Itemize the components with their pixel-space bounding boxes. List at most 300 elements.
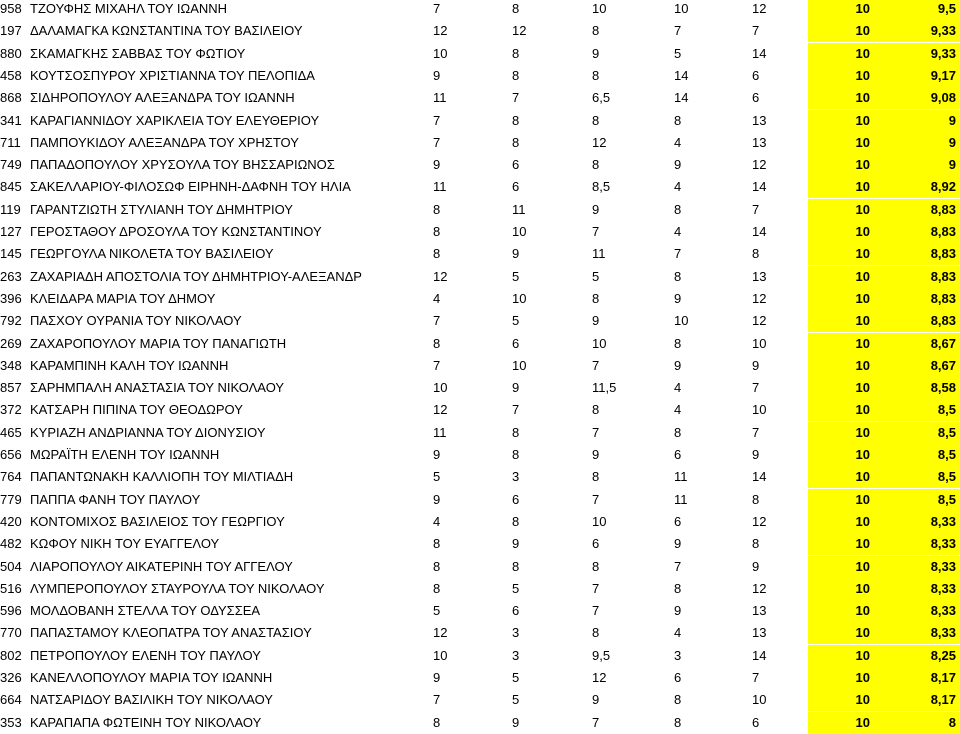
cell-name: ΚΛΕΙΔΑΡΑ ΜΑΡΙΑ ΤΟΥ ΔΗΜΟΥ [30, 290, 216, 306]
cell-v7: 8,83 [878, 221, 960, 243]
cell-v2: 6 [512, 603, 520, 619]
cell-v7: 8,83 [878, 243, 960, 265]
cell-v2: 10 [512, 290, 527, 306]
cell-id: 482 [0, 536, 22, 552]
cell-name: ΜΟΛΔΟΒΑΝΗ ΣΤΕΛΛΑ ΤΟΥ ΟΔΥΣΣΕΑ [30, 603, 261, 619]
cell-v4: 4 [674, 402, 682, 418]
cell-v6: 10 [808, 20, 878, 42]
cell-v7: 9,33 [878, 43, 960, 65]
cell-v4: 4 [674, 179, 682, 195]
cell-v6: 10 [808, 712, 878, 734]
cell-v6: 10 [808, 310, 878, 332]
cell-id: 779 [0, 491, 22, 507]
table-row [0, 154, 960, 176]
table-row [0, 65, 960, 87]
cell-v4: 14 [674, 67, 689, 83]
cell-v1: 7 [433, 112, 441, 128]
cell-v1: 8 [433, 580, 441, 596]
cell-v5: 8 [752, 246, 760, 262]
cell-v2: 11 [512, 201, 526, 217]
cell-name: ΠΑΠΑΣΤΑΜΟΥ ΚΛΕΟΠΑΤΡΑ ΤΟΥ ΑΝΑΣΤΑΣΙΟΥ [30, 625, 312, 641]
cell-v5: 13 [752, 268, 767, 284]
cell-v4: 7 [674, 246, 682, 262]
cell-v2: 8 [512, 558, 520, 574]
cell-v4: 8 [674, 692, 682, 708]
cell-v3: 8 [592, 290, 600, 306]
cell-v3: 9 [592, 45, 600, 61]
cell-v5: 12 [752, 290, 767, 306]
cell-v6: 10 [808, 243, 878, 265]
cell-v3: 10 [592, 1, 607, 16]
cell-v7: 8,67 [878, 333, 960, 355]
table-row [0, 600, 960, 622]
cell-v7: 9 [878, 110, 960, 132]
cell-v5: 13 [752, 603, 767, 619]
table-row [0, 578, 960, 600]
cell-id: 127 [0, 224, 22, 239]
cell-v2: 3 [512, 625, 520, 641]
cell-name: ΣΑΚΕΛΛΑΡΙΟΥ-ΦΙΛΟΣΩΦ ΕΙΡΗΝΗ-ΔΑΦΝΗ ΤΟΥ ΗΛΙΑ [30, 179, 351, 195]
cell-v6: 10 [808, 399, 878, 421]
table-row [0, 622, 960, 644]
cell-v6: 10 [808, 377, 878, 399]
table-row [0, 444, 960, 466]
cell-v4: 4 [674, 224, 682, 239]
cell-name: ΠΑΠΑΔΟΠΟΥΛΟΥ ΧΡΥΣΟΥΛΑ ΤΟΥ ΒΗΣΣΑΡΙΩΝΟΣ [30, 157, 335, 173]
cell-v5: 9 [752, 447, 760, 462]
cell-v6: 10 [808, 87, 878, 109]
cell-id: 348 [0, 357, 22, 373]
cell-v5: 13 [752, 625, 767, 641]
cell-v7: 8,17 [878, 689, 960, 711]
cell-v2: 3 [512, 647, 520, 663]
cell-v5: 12 [752, 513, 767, 529]
cell-v7: 8,33 [878, 578, 960, 600]
cell-id: 868 [0, 90, 22, 106]
cell-v1: 5 [433, 469, 441, 485]
cell-v1: 10 [433, 45, 448, 61]
cell-v2: 9 [512, 246, 520, 262]
cell-v3: 12 [592, 134, 607, 150]
cell-v1: 9 [433, 67, 441, 83]
cell-v7: 8,33 [878, 511, 960, 533]
cell-id: 711 [0, 134, 21, 150]
cell-v2: 8 [512, 112, 520, 128]
cell-v5: 6 [752, 90, 760, 106]
cell-v3: 10 [592, 335, 607, 351]
cell-v4: 9 [674, 290, 682, 306]
cell-name: ΚΑΡΑΠΑΠΑ ΦΩΤΕΙΝΗ ΤΟΥ ΝΙΚΟΛΑΟΥ [30, 714, 262, 730]
cell-v2: 8 [512, 67, 520, 83]
cell-id: 197 [0, 23, 22, 39]
cell-v7: 8,83 [878, 288, 960, 310]
cell-v2: 8 [512, 513, 520, 529]
cell-v1: 9 [433, 447, 441, 462]
cell-v5: 10 [752, 692, 767, 708]
cell-v1: 11 [433, 90, 447, 106]
cell-v4: 11 [674, 491, 688, 507]
cell-v2: 8 [512, 134, 520, 150]
cell-v3: 6 [592, 536, 600, 552]
cell-v5: 7 [752, 424, 760, 440]
cell-name: ΖΑΧΑΡΟΠΟΥΛΟΥ ΜΑΡΙΑ ΤΟΥ ΠΑΝΑΓΙΩΤΗ [30, 335, 287, 351]
cell-v1: 8 [433, 335, 441, 351]
table-row [0, 511, 960, 533]
cell-v2: 8 [512, 45, 520, 61]
table-row [0, 0, 960, 20]
cell-name: ΔΑΛΑΜΑΓΚΑ ΚΩΝΣΤΑΝΤΙΝΑ ΤΟΥ ΒΑΣΙΛΕΙΟΥ [30, 23, 303, 39]
table-row [0, 556, 960, 578]
cell-v6: 10 [808, 622, 878, 644]
cell-v2: 3 [512, 469, 520, 485]
cell-v6: 10 [808, 645, 878, 667]
cell-v5: 6 [752, 714, 760, 730]
cell-id: 353 [0, 714, 22, 730]
cell-v3: 11 [592, 246, 606, 262]
cell-id: 341 [0, 112, 22, 128]
cell-v7: 9 [878, 154, 960, 176]
cell-v7: 8,5 [878, 399, 960, 421]
cell-v6: 10 [808, 422, 878, 444]
table-row [0, 333, 960, 355]
cell-v7: 8,67 [878, 355, 960, 377]
cell-v6: 10 [808, 333, 878, 355]
cell-v3: 8 [592, 67, 600, 83]
cell-name: ΣΑΡΗΜΠΑΛΗ ΑΝΑΣΤΑΣΙΑ ΤΟΥ ΝΙΚΟΛΑΟΥ [30, 380, 285, 396]
cell-v5: 14 [752, 179, 767, 195]
cell-v4: 6 [674, 513, 682, 529]
cell-v5: 7 [752, 380, 760, 396]
cell-id: 656 [0, 447, 22, 462]
cell-v6: 10 [808, 689, 878, 711]
cell-v1: 9 [433, 491, 441, 507]
cell-v5: 12 [752, 313, 767, 329]
cell-v6: 10 [808, 667, 878, 689]
table-row [0, 310, 960, 332]
table-row [0, 355, 960, 377]
cell-name: ΚΥΡΙΑΖΗ ΑΝΔΡΙΑΝΝΑ ΤΟΥ ΔΙΟΝΥΣΙΟΥ [30, 424, 266, 440]
cell-v5: 7 [752, 201, 760, 217]
cell-v3: 10 [592, 513, 607, 529]
cell-v7: 9 [878, 132, 960, 154]
cell-v2: 9 [512, 380, 520, 396]
cell-v5: 10 [752, 402, 767, 418]
cell-v1: 12 [433, 625, 448, 641]
cell-v6: 10 [808, 65, 878, 87]
cell-id: 396 [0, 290, 22, 306]
cell-v2: 6 [512, 157, 520, 173]
cell-v1: 10 [433, 647, 448, 663]
cell-v7: 8,83 [878, 266, 960, 288]
table-row [0, 689, 960, 711]
cell-v5: 7 [752, 670, 760, 685]
table-row [0, 176, 960, 198]
table-row [0, 489, 960, 511]
cell-v6: 10 [808, 511, 878, 533]
cell-v2: 6 [512, 491, 520, 507]
cell-v2: 6 [512, 335, 520, 351]
table-row [0, 712, 960, 734]
cell-name: ΣΚΑΜΑΓΚΗΣ ΣΑΒΒΑΣ ΤΟΥ ΦΩΤΙΟΥ [30, 45, 246, 61]
cell-v1: 7 [433, 1, 441, 16]
table-row [0, 533, 960, 555]
cell-name: ΓΕΡΟΣΤΑΘΟΥ ΔΡΟΣΟΥΛΑ ΤΟΥ ΚΩΝΣΤΑΝΤΙΝΟΥ [30, 224, 322, 239]
cell-id: 857 [0, 380, 22, 396]
cell-v2: 8 [512, 424, 520, 440]
cell-name: ΛΙΑΡΟΠΟΥΛΟΥ ΑΙΚΑΤΕΡΙΝΗ ΤΟΥ ΑΓΓΕΛΟΥ [30, 558, 293, 574]
cell-v3: 8 [592, 157, 600, 173]
cell-v6: 10 [808, 0, 878, 20]
cell-v6: 10 [808, 110, 878, 132]
cell-v4: 7 [674, 23, 682, 39]
cell-v3: 9,5 [592, 647, 611, 663]
cell-name: ΠΑΠΑΝΤΩΝΑΚΗ ΚΑΛΛΙΟΠΗ ΤΟΥ ΜΙΛΤΙΑΔΗ [30, 469, 294, 485]
cell-id: 845 [0, 179, 22, 195]
cell-v3: 11,5 [592, 380, 617, 396]
cell-v2: 9 [512, 714, 520, 730]
cell-v5: 13 [752, 134, 767, 150]
cell-v1: 8 [433, 224, 441, 239]
cell-v1: 9 [433, 157, 441, 173]
cell-v5: 9 [752, 357, 760, 373]
table-row [0, 199, 960, 221]
cell-v6: 10 [808, 533, 878, 555]
cell-v7: 8 [878, 712, 960, 734]
cell-v7: 8,83 [878, 310, 960, 332]
cell-id: 770 [0, 625, 22, 641]
cell-v5: 12 [752, 580, 767, 596]
cell-v4: 10 [674, 1, 689, 16]
table-row [0, 288, 960, 310]
cell-name: ΠΑΣΧΟΥ ΟΥΡΑΝΙΑ ΤΟΥ ΝΙΚΟΛΑΟΥ [30, 313, 242, 329]
cell-name: ΚΑΝΕΛΛΟΠΟΥΛΟΥ ΜΑΡΙΑ ΤΟΥ ΙΩΑΝΝΗ [30, 670, 273, 685]
table-row [0, 266, 960, 288]
cell-v7: 8,5 [878, 422, 960, 444]
cell-id: 465 [0, 424, 22, 440]
cell-name: ΖΑΧΑΡΙΑΔΗ ΑΠΟΣΤΟΛΙΑ ΤΟΥ ΔΗΜΗΤΡΙΟΥ-ΑΛΕΞΑΝΔΡ [30, 268, 362, 284]
cell-v3: 8 [592, 112, 600, 128]
cell-v4: 4 [674, 625, 682, 641]
cell-v1: 12 [433, 268, 448, 284]
cell-name: ΠΕΤΡΟΠΟΥΛΟΥ ΕΛΕΝΗ ΤΟΥ ΠΑΥΛΟΥ [30, 647, 261, 663]
cell-v2: 7 [512, 90, 520, 106]
cell-v3: 8 [592, 23, 600, 39]
cell-v1: 8 [433, 558, 441, 574]
cell-v5: 12 [752, 157, 767, 173]
cell-v6: 10 [808, 288, 878, 310]
cell-id: 880 [0, 45, 22, 61]
cell-v3: 7 [592, 580, 600, 596]
cell-v4: 9 [674, 357, 682, 373]
cell-v2: 10 [512, 357, 527, 373]
cell-v7: 8,58 [878, 377, 960, 399]
cell-v5: 8 [752, 536, 760, 552]
cell-v3: 9 [592, 692, 600, 708]
cell-v2: 8 [512, 1, 520, 16]
cell-v7: 8,25 [878, 645, 960, 667]
cell-v1: 12 [433, 402, 448, 418]
cell-v4: 5 [674, 45, 682, 61]
cell-v7: 9,5 [878, 0, 960, 20]
cell-v4: 14 [674, 90, 689, 106]
cell-v1: 11 [433, 424, 447, 440]
cell-v1: 7 [433, 692, 441, 708]
cell-name: ΓΕΩΡΓΟΥΛΑ ΝΙΚΟΛΕΤΑ ΤΟΥ ΒΑΣΙΛΕΙΟΥ [30, 246, 274, 262]
cell-id: 269 [0, 335, 22, 351]
cell-v6: 10 [808, 355, 878, 377]
cell-v7: 8,5 [878, 489, 960, 511]
cell-id: 458 [0, 67, 22, 83]
cell-id: 420 [0, 513, 22, 529]
cell-v4: 8 [674, 335, 682, 351]
cell-v4: 6 [674, 670, 682, 685]
table-row [0, 221, 960, 243]
cell-v7: 9,17 [878, 65, 960, 87]
cell-v3: 7 [592, 491, 600, 507]
cell-v7: 8,33 [878, 533, 960, 555]
cell-v6: 10 [808, 132, 878, 154]
cell-name: ΣΙΔΗΡΟΠΟΥΛΟΥ ΑΛΕΞΑΝΔΡΑ ΤΟΥ ΙΩΑΝΝΗ [30, 90, 295, 106]
cell-v1: 8 [433, 536, 441, 552]
cell-v1: 8 [433, 246, 441, 262]
cell-v4: 7 [674, 558, 682, 574]
cell-v5: 14 [752, 224, 767, 239]
cell-v7: 8,5 [878, 444, 960, 466]
cell-id: 372 [0, 402, 22, 418]
table-row [0, 422, 960, 444]
cell-v4: 6 [674, 447, 682, 462]
cell-v6: 10 [808, 578, 878, 600]
cell-v1: 7 [433, 313, 441, 329]
table-row [0, 645, 960, 667]
cell-v6: 10 [808, 43, 878, 65]
cell-v3: 8 [592, 558, 600, 574]
cell-v4: 9 [674, 536, 682, 552]
table-row [0, 20, 960, 42]
cell-v7: 8,33 [878, 556, 960, 578]
table-row [0, 87, 960, 109]
cell-v3: 9 [592, 201, 600, 217]
table-row [0, 667, 960, 689]
cell-v7: 8,17 [878, 667, 960, 689]
cell-v7: 9,33 [878, 20, 960, 42]
table-row [0, 43, 960, 65]
cell-v2: 5 [512, 670, 520, 685]
cell-id: 958 [0, 1, 22, 16]
cell-v3: 12 [592, 670, 607, 685]
cell-v1: 12 [433, 23, 448, 39]
cell-v4: 11 [674, 469, 688, 485]
cell-v1: 4 [433, 290, 441, 306]
cell-v6: 10 [808, 221, 878, 243]
cell-v6: 10 [808, 176, 878, 198]
cell-id: 764 [0, 469, 22, 485]
cell-v2: 12 [512, 23, 527, 39]
cell-name: ΚΑΤΣΑΡΗ ΠΙΠΙΝΑ ΤΟΥ ΘΕΟΔΩΡΟΥ [30, 402, 243, 418]
cell-v7: 8,5 [878, 466, 960, 488]
cell-v4: 3 [674, 647, 682, 663]
cell-v2: 6 [512, 179, 520, 195]
cell-name: ΤΖΟΥΦΗΣ ΜΙΧΑΗΛ ΤΟΥ ΙΩΑΝΝΗ [30, 1, 228, 16]
cell-v6: 10 [808, 489, 878, 511]
cell-v5: 6 [752, 67, 760, 83]
cell-v6: 10 [808, 466, 878, 488]
cell-name: ΚΑΡΑΜΠΙΝΗ ΚΑΛΗ ΤΟΥ ΙΩΑΝΝΗ [30, 357, 229, 373]
cell-v3: 7 [592, 357, 600, 373]
cell-id: 119 [0, 201, 21, 217]
cell-id: 145 [0, 246, 22, 262]
cell-v5: 10 [752, 335, 767, 351]
cell-v5: 14 [752, 647, 767, 663]
cell-v7: 8,92 [878, 176, 960, 198]
cell-name: ΚΩΦΟΥ ΝΙΚΗ ΤΟΥ ΕΥΑΓΓΕΛΟΥ [30, 536, 220, 552]
cell-id: 792 [0, 313, 22, 329]
cell-v4: 8 [674, 424, 682, 440]
cell-v5: 7 [752, 23, 760, 39]
cell-v3: 9 [592, 447, 600, 462]
cell-v2: 7 [512, 402, 520, 418]
cell-id: 802 [0, 647, 22, 663]
cell-v3: 7 [592, 424, 600, 440]
cell-v2: 8 [512, 447, 520, 462]
cell-v3: 8,5 [592, 179, 611, 195]
cell-v1: 7 [433, 357, 441, 373]
cell-v4: 8 [674, 580, 682, 596]
cell-v2: 10 [512, 224, 527, 239]
cell-name: ΜΩΡΑΪΤΗ ΕΛΕΝΗ ΤΟΥ ΙΩΑΝΝΗ [30, 447, 220, 462]
cell-v3: 5 [592, 268, 600, 284]
cell-name: ΚΑΡΑΓΙΑΝΝΙΔΟΥ ΧΑΡΙΚΛΕΙΑ ΤΟΥ ΕΛΕΥΘΕΡΙΟΥ [30, 112, 320, 128]
cell-v4: 8 [674, 714, 682, 730]
cell-v4: 9 [674, 603, 682, 619]
cell-v5: 14 [752, 45, 767, 61]
cell-v7: 8,33 [878, 600, 960, 622]
cell-v4: 4 [674, 134, 682, 150]
cell-v6: 10 [808, 154, 878, 176]
cell-v3: 9 [592, 313, 600, 329]
table-row [0, 132, 960, 154]
table-row [0, 399, 960, 421]
cell-v2: 5 [512, 692, 520, 708]
cell-v4: 8 [674, 112, 682, 128]
cell-v5: 9 [752, 558, 760, 574]
cell-v3: 7 [592, 224, 600, 239]
cell-v1: 4 [433, 513, 441, 529]
cell-v4: 8 [674, 201, 682, 217]
cell-v1: 5 [433, 603, 441, 619]
cell-id: 596 [0, 603, 22, 619]
cell-v6: 10 [808, 600, 878, 622]
cell-v6: 10 [808, 266, 878, 288]
cell-name: ΚΟΝΤΟΜΙΧΟΣ ΒΑΣΙΛΕΙΟΣ ΤΟΥ ΓΕΩΡΓΙΟΥ [30, 513, 285, 529]
cell-id: 504 [0, 558, 22, 574]
cell-v2: 5 [512, 313, 520, 329]
table-row [0, 243, 960, 265]
cell-id: 664 [0, 692, 22, 708]
cell-v6: 10 [808, 444, 878, 466]
cell-name: ΠΑΜΠΟΥΚΙΔΟΥ ΑΛΕΞΑΝΔΡΑ ΤΟΥ ΧΡΗΣΤΟΥ [30, 134, 299, 150]
cell-v4: 9 [674, 157, 682, 173]
cell-name: ΛΥΜΠΕΡΟΠΟΥΛΟΥ ΣΤΑΥΡΟΥΛΑ ΤΟΥ ΝΙΚΟΛΑΟΥ [30, 580, 325, 596]
cell-name: ΓΑΡΑΝΤΖΙΩΤΗ ΣΤΥΛΙΑΝΗ ΤΟΥ ΔΗΜΗΤΡΙΟΥ [30, 201, 293, 217]
cell-v4: 8 [674, 268, 682, 284]
cell-v4: 10 [674, 313, 689, 329]
table-row [0, 466, 960, 488]
cell-v3: 8 [592, 402, 600, 418]
cell-v2: 5 [512, 268, 520, 284]
cell-v1: 9 [433, 670, 441, 685]
cell-v1: 10 [433, 380, 448, 396]
